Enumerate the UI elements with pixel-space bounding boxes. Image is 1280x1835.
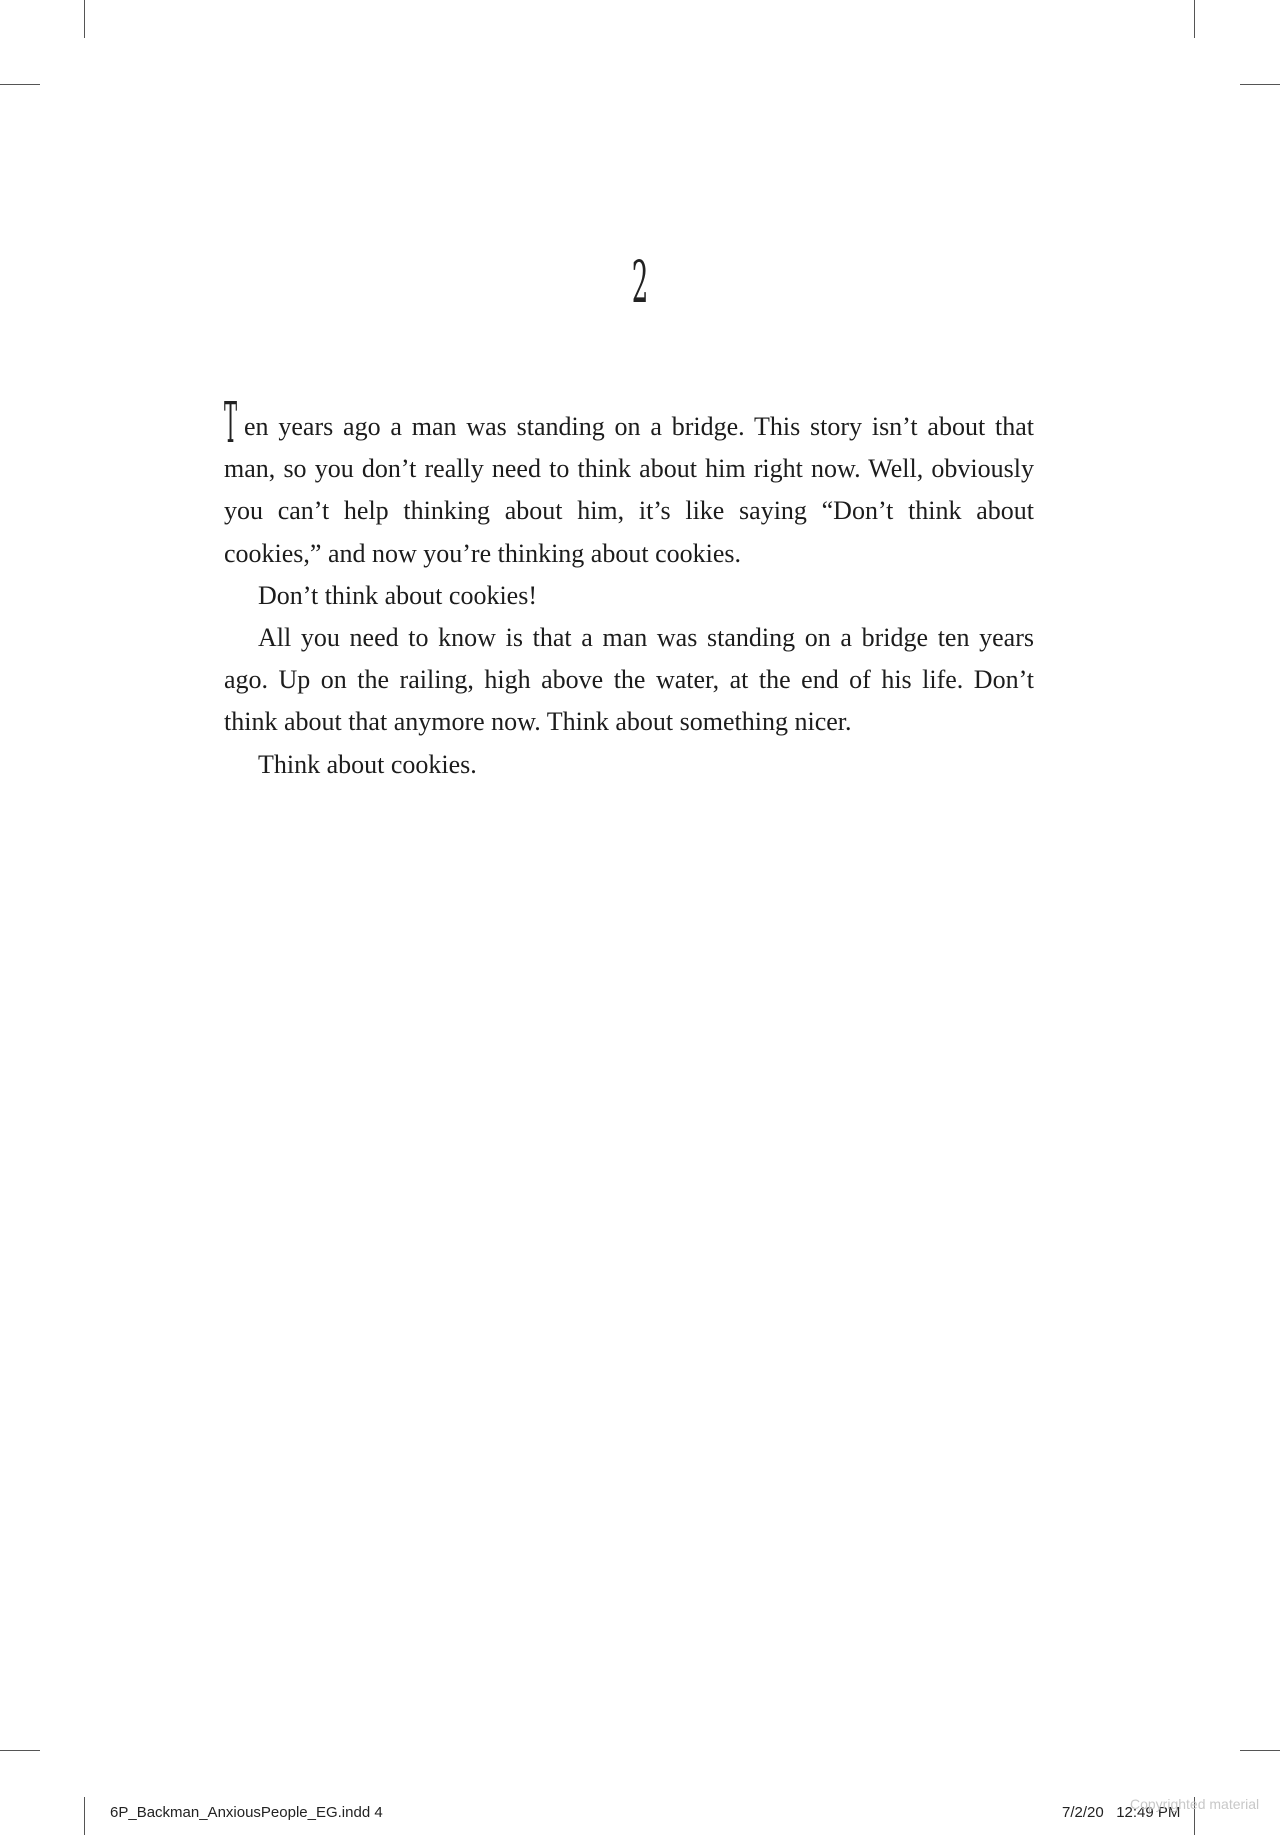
crop-mark-top-right-vertical (1194, 0, 1195, 38)
crop-mark-bottom-left-horizontal (0, 1750, 40, 1751)
drop-cap: T (224, 391, 238, 456)
crop-mark-bottom-right-horizontal (1240, 1750, 1280, 1751)
paragraph: All you need to know is that a man was standing on a bridge ten years ago. Up on the railing, high above the water, at the end of his life. Don’t think about that anymore now. Think about something nicer. (224, 623, 1034, 737)
chapter-body (224, 391, 1034, 786)
crop-mark-bottom-left-vertical (84, 1797, 85, 1835)
crop-mark-top-right-horizontal (1240, 84, 1280, 85)
paragraph: Don’t think about cookies! (258, 580, 537, 610)
chapter-number: 2 (631, 248, 649, 316)
date-slug: 7/2/20 12:49 PM (1062, 1804, 1181, 1821)
first-paragraph-text: en years ago a man was standing on a bridge. This story isn’t about that man, so you don’t really need to think about him right now. Well, obviously you can’t help thinking about him, it’s like saying “Don’t think about cookies,” and now you’re thinking about cookies. (224, 412, 1034, 568)
copyright-watermark: Copyrighted material (1130, 1796, 1260, 1812)
paragraph-first (224, 391, 1034, 575)
file-slug: 6P_Backman_AnxiousPeople_EG.indd 4 (110, 1804, 383, 1821)
crop-mark-top-left-horizontal (0, 84, 40, 85)
paragraph: Think about cookies. (258, 749, 477, 779)
crop-mark-top-left-vertical (84, 0, 85, 38)
